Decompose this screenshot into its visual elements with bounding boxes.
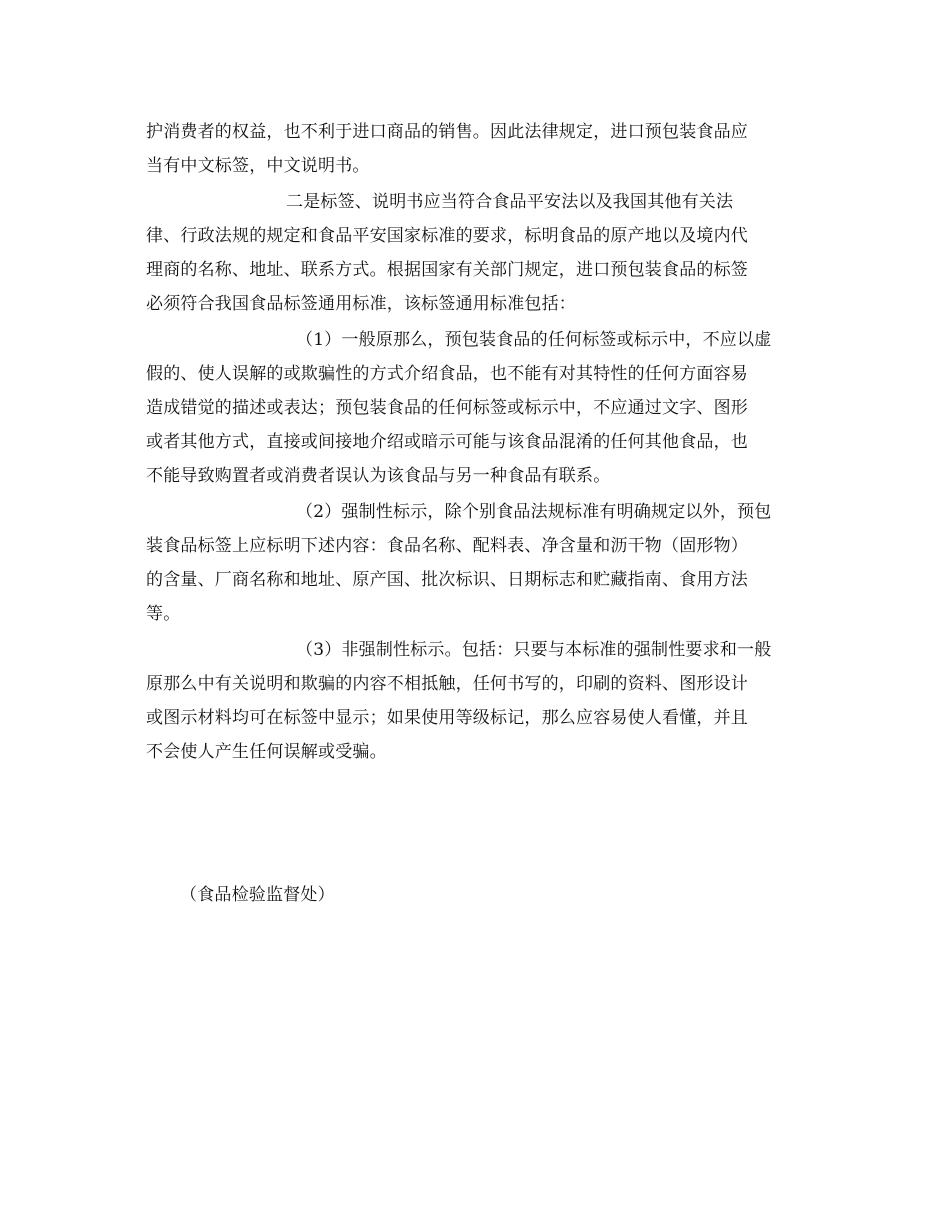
item-3-line: 原那么中有关说明和欺骗的内容不相抵触，任何书写的，印刷的资料、图形设计 (146, 674, 748, 694)
item-3-first-line: （3）非强制性标示。包括：只要与本标准的强制性要求和一般 (296, 640, 772, 660)
item-2-first-line: （2）强制性标示，除个别食品法规标准有明确规定以外，预包 (296, 502, 772, 522)
item-1-paragraph (146, 323, 801, 493)
second-point-line: 必须符合我国食品标签通用标准，该标签通用标准包括： (146, 294, 576, 314)
intro-paragraph (146, 115, 801, 183)
department-signature: （食品检验监督处） (180, 885, 335, 905)
document-body (146, 115, 801, 769)
item-1-line: 造成错觉的描述或表达；预包装食品的任何标签或标示中，不应通过文字、图形 (146, 398, 748, 418)
item-2-line: 的含量、厂商名称和地址、原产国、批次标识、日期标志和贮藏指南、食用方法 (146, 570, 748, 590)
second-point-paragraph (146, 185, 801, 321)
item-2-line: 装食品标签上应标明下述内容：食品名称、配料表、净含量和沥干物（固形物） (146, 536, 748, 556)
second-point-line: 律、行政法规的规定和食品平安国家标准的要求，标明食品的原产地以及境内代 (146, 226, 748, 246)
item-2-line: 等。 (146, 604, 181, 624)
item-1-line: 不能导致购置者或消费者误认为该食品与另一种食品有联系。 (146, 466, 611, 486)
second-point-line: 理商的名称、地址、联系方式。根据国家有关部门规定，进口预包装食品的标签 (146, 260, 748, 280)
second-point-first-line: 二是标签、说明书应当符合食品平安法以及我国其他有关法 (286, 192, 734, 212)
item-2-paragraph (146, 495, 801, 631)
intro-line: 当有中文标签，中文说明书。 (146, 156, 370, 176)
item-1-first-line: （1）一般原那么，预包装食品的任何标签或标示中，不应以虚 (296, 330, 772, 350)
item-3-line: 或图示材料均可在标签中显示；如果使用等级标记，那么应容易使人看懂，并且 (146, 708, 748, 728)
item-1-line: 假的、使人误解的或欺骗性的方式介绍食品，也不能有对其特性的任何方面容易 (146, 364, 748, 384)
item-1-line: 或者其他方式，直接或间接地介绍或暗示可能与该食品混淆的任何其他食品，也 (146, 432, 748, 452)
intro-line: 护消费者的权益，也不利于进口商品的销售。因此法律规定，进口预包装食品应 (146, 122, 748, 142)
item-3-line: 不会使人产生任何误解或受骗。 (146, 742, 387, 762)
item-3-paragraph (146, 633, 801, 769)
